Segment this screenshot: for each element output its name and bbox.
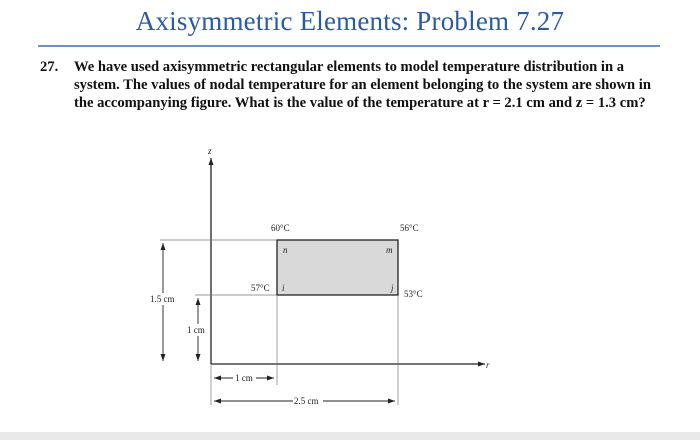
- node-i-label: i: [282, 283, 285, 293]
- problem-line-1: We have used axisymmetric rectangular elements to model temperature distribution in a: [74, 59, 625, 75]
- dim-z-node-label: 1 cm: [187, 325, 205, 335]
- problem-line-3: the accompanying figure. What is the value of the temperature at r = 2.1 cm and z = 1.3 cm?: [74, 95, 646, 111]
- dim-r-node-label: 1 cm: [235, 373, 253, 383]
- r-axis-label: r: [486, 360, 490, 370]
- node-i-temp: 57°C: [251, 283, 270, 293]
- element-rectangle: [277, 240, 398, 295]
- problem-line-2: system. The values of nodal temperature for an element belonging to the system are shown in: [74, 77, 651, 93]
- bottom-strip: [0, 432, 700, 440]
- dim-z-total-label: 1.5 cm: [150, 294, 175, 304]
- slide-title: Axisymmetric Elements: Problem 7.27: [135, 6, 565, 36]
- problem-number: 27.: [40, 59, 59, 75]
- node-j-temp: 53°C: [404, 289, 423, 299]
- node-n-label: n: [283, 245, 288, 255]
- dim-r-total-label: 2.5 cm: [294, 396, 319, 406]
- node-m-temp: 56°C: [400, 223, 419, 233]
- node-n-temp: 60°C: [271, 223, 290, 233]
- node-j-label: j: [391, 283, 394, 293]
- node-m-label: m: [386, 245, 393, 255]
- z-axis-label: z: [208, 146, 212, 156]
